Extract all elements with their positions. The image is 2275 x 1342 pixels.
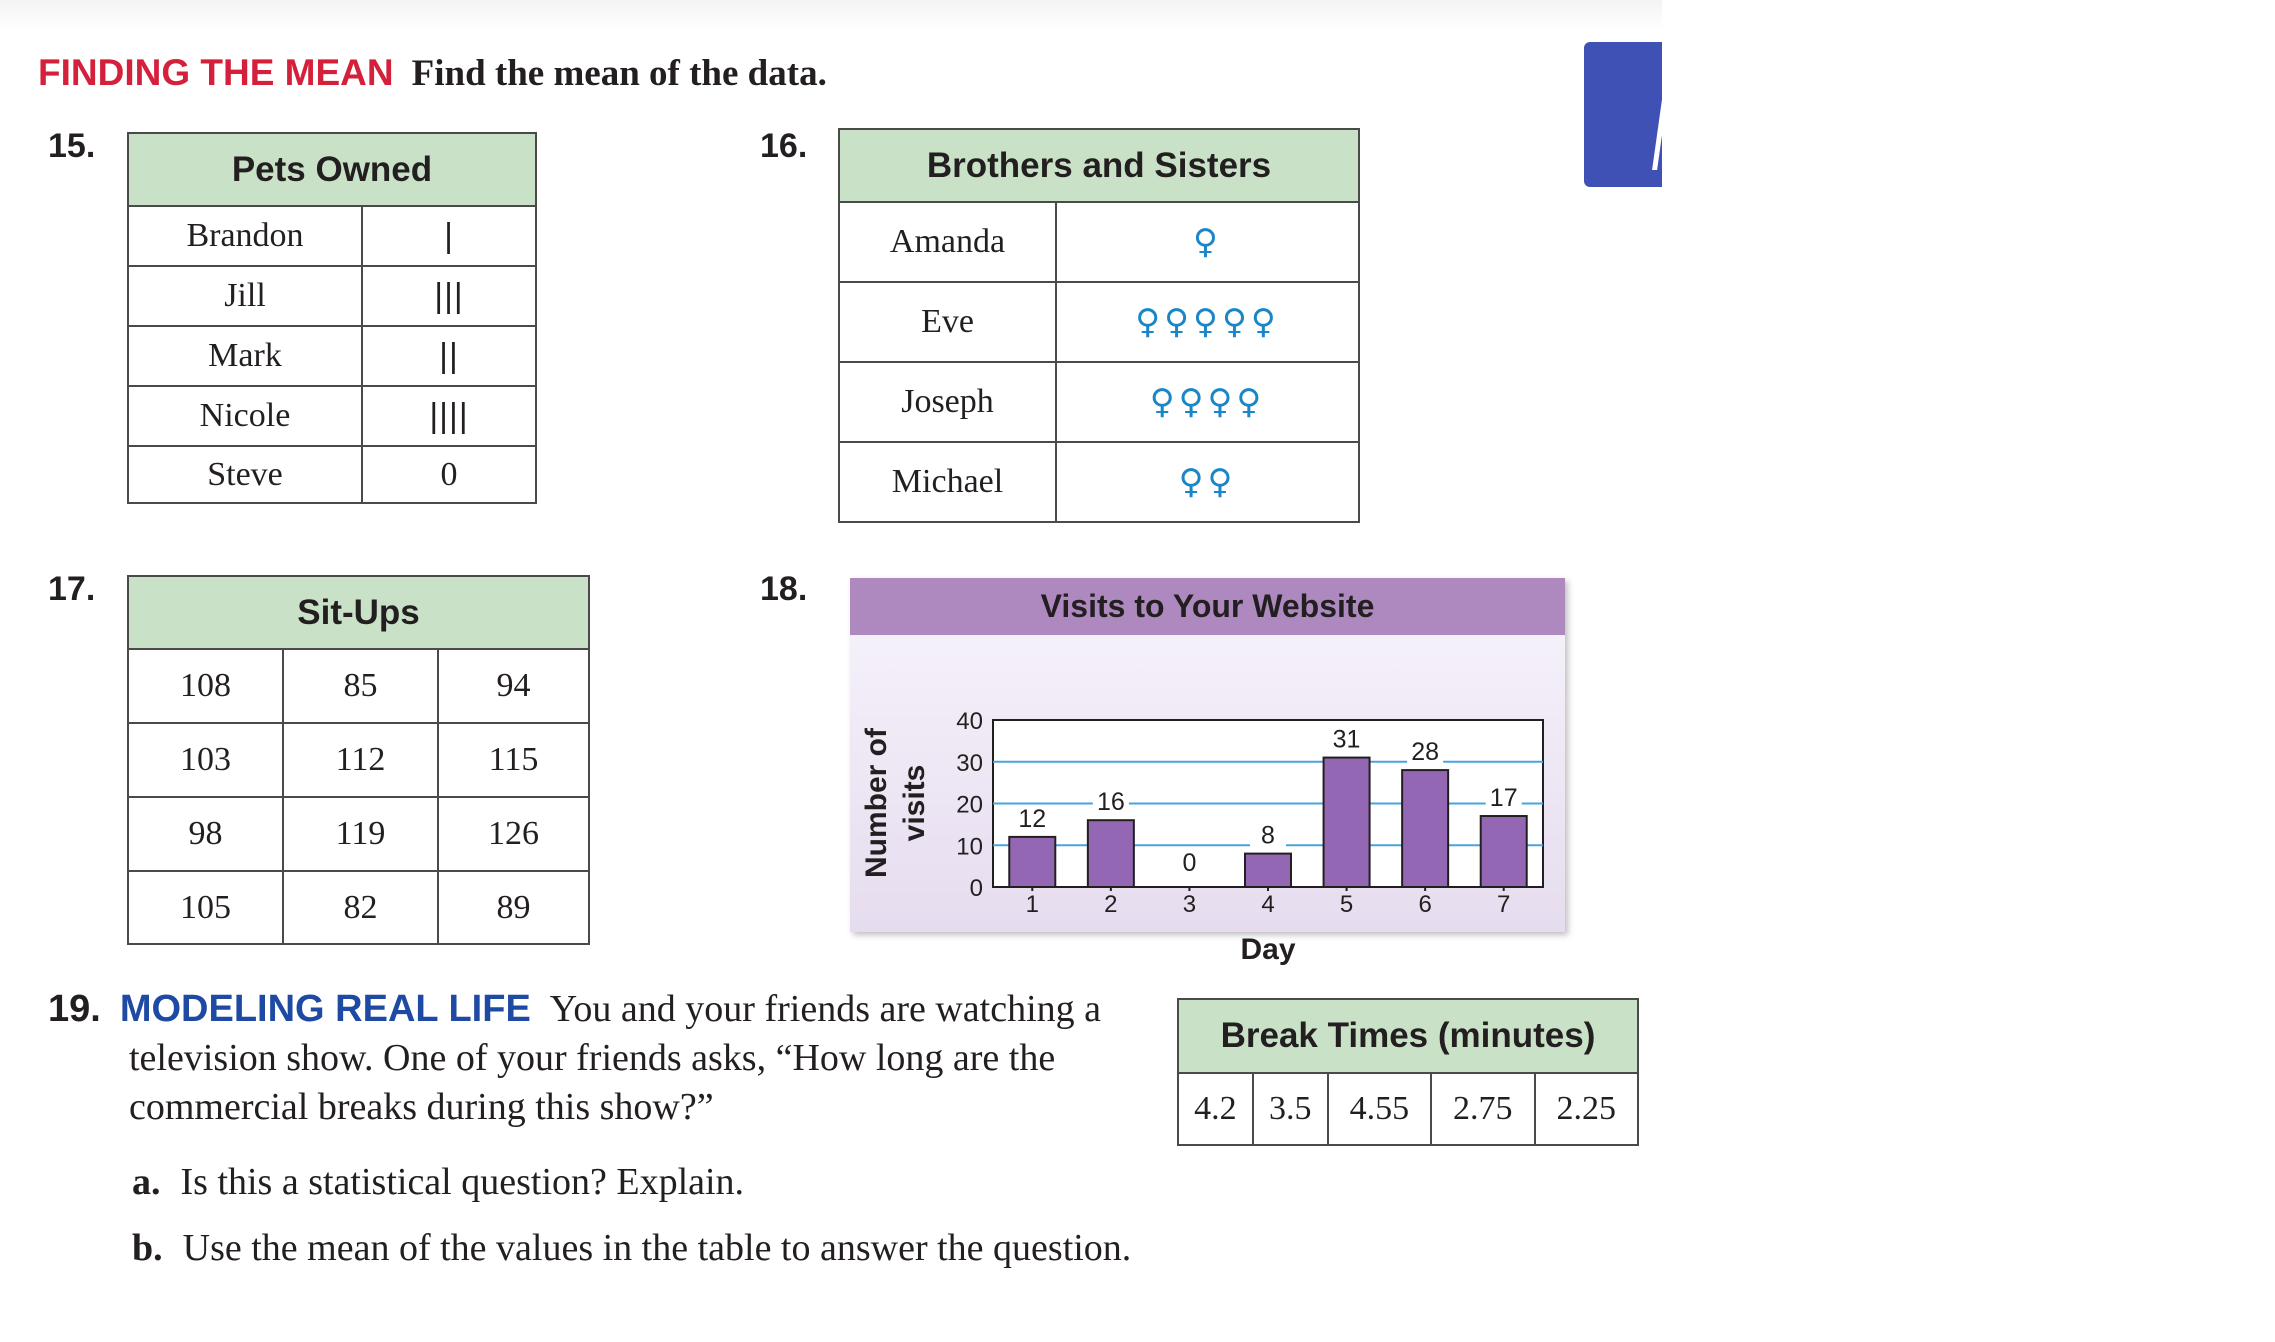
exercise-18-number: 18. xyxy=(760,570,808,608)
sit-ups-cell: 126 xyxy=(438,797,589,871)
x-tick-label: 4 xyxy=(1261,891,1275,918)
pets-tally: |||| xyxy=(362,386,536,446)
pets-name: Mark xyxy=(128,326,362,386)
exercise-17-number: 17. xyxy=(48,570,96,608)
sit-ups-table xyxy=(127,575,590,945)
part-b-text: Use the mean of the values in the table to answer the question. xyxy=(182,1227,1132,1269)
exercise-19-text-1: You and your friends are watching a xyxy=(549,988,1102,1030)
modeling-label: MODELING REAL LIFE xyxy=(119,988,531,1030)
part-b-letter: b. xyxy=(132,1227,163,1269)
part-b xyxy=(132,1226,1131,1270)
sit-ups-cell: 94 xyxy=(438,649,589,723)
pets-name: Steve xyxy=(128,446,362,503)
part-a-text: Is this a statistical question? Explain. xyxy=(180,1161,745,1203)
sit-ups-cell: 112 xyxy=(283,723,438,797)
exercise-19-line-1 xyxy=(48,985,1101,1034)
person-icons: ♀♀♀♀♀ xyxy=(1056,282,1359,362)
person-icons: ♀ xyxy=(1056,202,1359,282)
data-label: 17 xyxy=(1489,784,1518,813)
sit-ups-cell: 85 xyxy=(283,649,438,723)
bar xyxy=(1088,820,1134,887)
person-icons: ♀♀ xyxy=(1056,442,1359,522)
sit-ups-cell: 82 xyxy=(283,871,438,944)
part-a-letter: a. xyxy=(132,1161,161,1203)
pets-name: Nicole xyxy=(128,386,362,446)
bar xyxy=(1402,770,1448,887)
pets-owned-table xyxy=(127,132,537,504)
y-axis-label: visits xyxy=(898,764,931,842)
side-tab[interactable] xyxy=(1584,42,1662,187)
break-time-cell: 2.25 xyxy=(1535,1073,1639,1145)
bar xyxy=(1481,816,1527,887)
person-icons: ♀♀♀♀ xyxy=(1056,362,1359,442)
sit-ups-title: Sit-Ups xyxy=(128,576,589,649)
chart-title: Visits to Your Website xyxy=(850,578,1565,635)
sit-ups-cell: 105 xyxy=(128,871,283,944)
y-tick-label: 30 xyxy=(956,749,983,777)
section-instruction: Find the mean of the data. xyxy=(411,53,827,94)
data-label: 16 xyxy=(1096,788,1125,817)
sit-ups-cell: 108 xyxy=(128,649,283,723)
section-label: FINDING THE MEAN xyxy=(38,52,394,93)
x-tick-label: 6 xyxy=(1418,891,1432,918)
data-label: 28 xyxy=(1411,738,1440,767)
x-tick-label: 1 xyxy=(1025,891,1039,918)
brothers-sisters-title: Brothers and Sisters xyxy=(839,129,1359,202)
sibling-name: Michael xyxy=(839,442,1056,522)
sit-ups-cell: 98 xyxy=(128,797,283,871)
sit-ups-cell: 103 xyxy=(128,723,283,797)
data-label: 0 xyxy=(1182,849,1197,877)
y-tick-label: 40 xyxy=(956,708,983,735)
tab-mark xyxy=(1652,100,1667,170)
sibling-name: Joseph xyxy=(839,362,1056,442)
y-tick-label: 20 xyxy=(956,791,983,819)
exercise-19-text-2: television show. One of your friends asks, “How long are the xyxy=(129,1037,1056,1079)
exercise-19-number: 19. xyxy=(48,988,101,1030)
pets-name: Brandon xyxy=(128,206,362,266)
pets-tally: | xyxy=(362,206,536,266)
y-tick-label: 0 xyxy=(969,875,983,902)
exercise-15-number: 15. xyxy=(48,127,96,165)
exercise-16-number: 16. xyxy=(760,127,808,165)
exercise-19-text-3: commercial breaks during this show?” xyxy=(129,1086,714,1128)
y-tick-label: 10 xyxy=(956,833,983,861)
pets-tally: || xyxy=(362,326,536,386)
x-tick-label: 3 xyxy=(1182,891,1197,918)
section-heading xyxy=(38,52,827,95)
sibling-name: Amanda xyxy=(839,202,1056,282)
y-axis-label: Number of xyxy=(860,728,893,878)
break-time-cell: 3.5 xyxy=(1253,1073,1328,1145)
pets-tally: ||| xyxy=(362,266,536,326)
sit-ups-cell: 119 xyxy=(283,797,438,871)
part-a xyxy=(132,1160,744,1204)
break-times-title: Break Times (minutes) xyxy=(1178,999,1638,1073)
break-time-cell: 4.2 xyxy=(1178,1073,1253,1145)
sit-ups-cell: 115 xyxy=(438,723,589,797)
x-tick-label: 7 xyxy=(1497,891,1511,918)
break-time-cell: 4.55 xyxy=(1328,1073,1431,1145)
data-label: 8 xyxy=(1261,821,1275,850)
pets-tally: 0 xyxy=(362,446,536,503)
top-shadow xyxy=(0,0,1662,30)
website-visits-chart xyxy=(850,578,1565,966)
break-times-table xyxy=(1177,998,1639,1146)
x-tick-label: 5 xyxy=(1339,891,1354,918)
x-tick-label: 2 xyxy=(1104,891,1118,918)
pets-name: Jill xyxy=(128,266,362,326)
sit-ups-cell: 89 xyxy=(438,871,589,944)
bar xyxy=(1324,758,1370,887)
bar xyxy=(1009,837,1055,887)
bar xyxy=(1245,854,1291,887)
data-label: 31 xyxy=(1332,725,1361,754)
chart-plot xyxy=(850,635,1565,966)
data-label: 12 xyxy=(1018,804,1047,833)
break-time-cell: 2.75 xyxy=(1431,1073,1534,1145)
brothers-sisters-table xyxy=(838,128,1360,523)
sibling-name: Eve xyxy=(839,282,1056,362)
pets-owned-title: Pets Owned xyxy=(128,133,536,206)
x-axis-label: Day xyxy=(1240,933,1296,966)
